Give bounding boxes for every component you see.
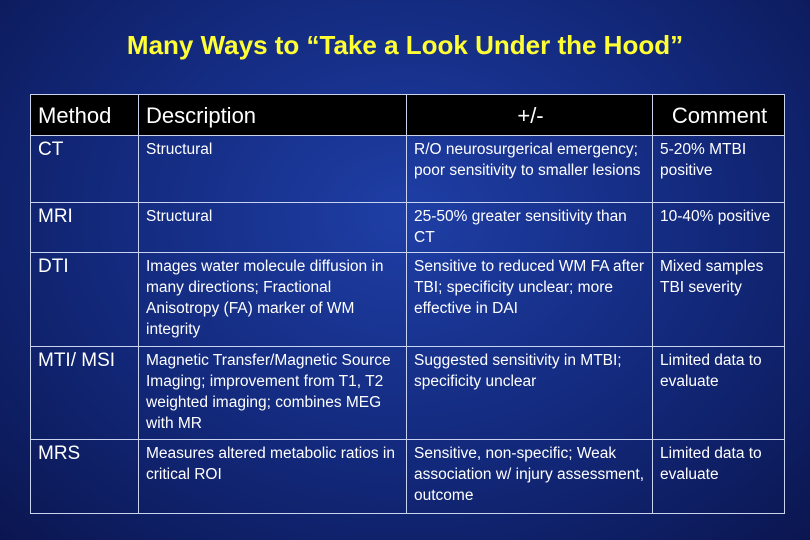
cell-pros-cons: Sensitive to reduced WM FA after TBI; specificity unclear; more effective in DAI — [407, 253, 653, 347]
cell-description: Structural — [139, 136, 407, 203]
header-description: Description — [139, 95, 407, 136]
cell-comment: 10-40% positive — [653, 203, 785, 253]
cell-description: Structural — [139, 203, 407, 253]
header-method: Method — [31, 95, 139, 136]
table-row — [31, 347, 785, 440]
cell-pros-cons: Suggested sensitivity in MTBI; specificity unclear — [407, 347, 653, 440]
slide-title: Many Ways to “Take a Look Under the Hood” — [126, 30, 684, 60]
table-row — [31, 203, 785, 253]
table-row — [31, 440, 785, 514]
cell-method: MTI/ MSI — [31, 347, 139, 440]
cell-pros-cons: 25-50% greater sensitivity than CT — [407, 203, 653, 253]
cell-method: MRS — [31, 440, 139, 514]
table-row — [31, 253, 785, 347]
cell-method: DTI — [31, 253, 139, 347]
cell-comment: Limited data to evaluate — [653, 440, 785, 514]
cell-description: Images water molecule diffusion in many directions; Fractional Anisotropy (FA) marker of WM integrity — [139, 253, 407, 347]
header-comment: Comment — [653, 95, 785, 136]
cell-description: Measures altered metabolic ratios in critical ROI — [139, 440, 407, 514]
cell-comment: 5-20% MTBI positive — [653, 136, 785, 203]
cell-method: CT — [31, 136, 139, 203]
cell-pros-cons: Sensitive, non-specific; Weak association w/ injury assessment, outcome — [407, 440, 653, 514]
cell-description: Magnetic Transfer/Magnetic Source Imaging; improvement from T1, T2 weighted imaging; combines MEG with MR — [139, 347, 407, 440]
cell-comment: Limited data to evaluate — [653, 347, 785, 440]
cell-comment: Mixed samples TBI severity — [653, 253, 785, 347]
cell-pros-cons: R/O neurosurgerical emergency; poor sensitivity to smaller lesions — [407, 136, 653, 203]
methods-table — [30, 94, 785, 514]
table-row — [31, 136, 785, 203]
table-header-row — [31, 95, 785, 136]
header-pros-cons: +/- — [407, 95, 653, 136]
cell-method: MRI — [31, 203, 139, 253]
